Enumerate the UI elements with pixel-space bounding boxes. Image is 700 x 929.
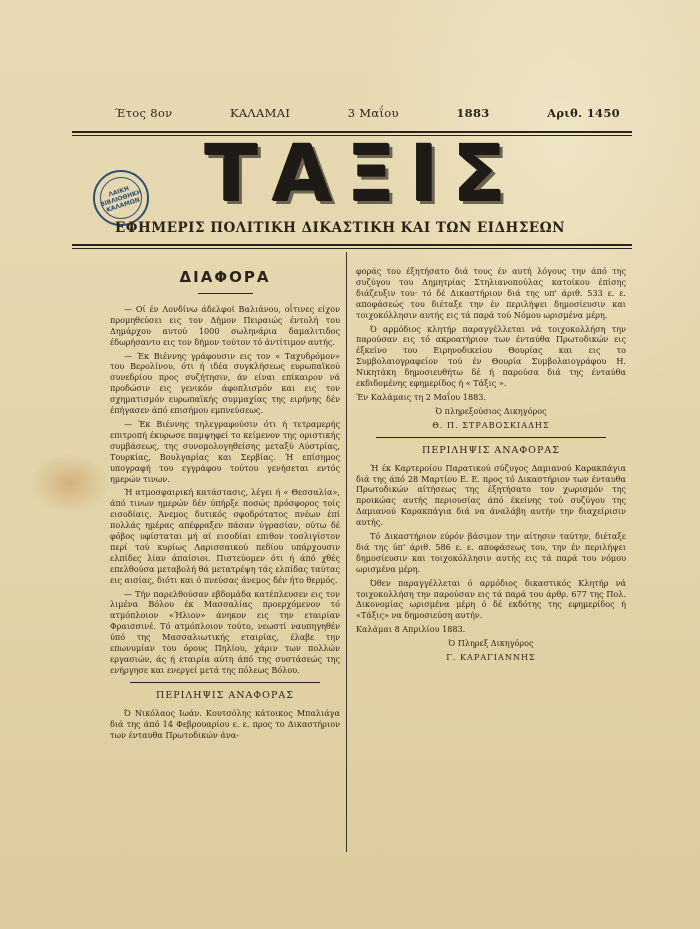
library-stamp — [93, 170, 149, 226]
article-paragraph: Ό Νικόλαος Ιωάν. Κουτσόλης κάτοικος Μπαλιάγα διά της άπό 14 Φεβρουαρίου ε. ε. προς το Δικαστήριον των ένταυθα Πρωτοδικών άνα- — [110, 707, 340, 740]
article-rule — [376, 437, 606, 438]
column-divider — [346, 252, 347, 852]
newspaper-title: ΤΑΞΙΣ — [205, 130, 521, 220]
article-paragraph: — Τήν παρελθούσαν εβδομάδα κατέπλευσεν εις τον λιμένα Βόλου έκ Μασσαλίας προερχόμενον τό ατμόπλοιον «Ήλιον» άνηκον εις την εταιρίαν Φραισσινέ. Τό ατμόπλοιον τούτο, νεωστί ναυπηγηθέν ύπό της Μασσαλιωτικής εταιρίας, έλαβε την επωνυμίαν του όρους Πηλίου, χάριν των πολλών εργασιών, άς ή εταιρία αύτη άπό της συστάσεώς της ενήργησε και ενεργεί μετά της πόλεως Βόλου. — [110, 588, 340, 675]
article-rule — [130, 682, 320, 683]
article-paragraph: Όθεν παραγγέλλεται ό αρμόδιος δικαστικός Κλητήρ νά τοιχοκολλήση την παρούσαν εις τά παρά του άρθρ. 677 της Πολ. Δικονομίας ωρισμένα μέρη ό δέ εκδότης της εφημερίδος ή «Τάξις» να δημοσιεύση αυτήν. — [356, 577, 626, 621]
article-paragraph: φοράς του έξητήσατο διά τους έν αυτή λόγους την άπό της συζύγου του Δημητρίας Στηλιανοπούλας κατοίκου έπίσης διάζευξιν του· τό δέ Δικαστήριον διά της υπ' άριθ. 533 ε. ε. αποφάσεώς του διέταξε την έν περιλήψει δημοσίευσιν και τοιχοκόλλησιν αυτής εις τά παρά τού Νόμου ωρισμένα μέρη. — [356, 266, 626, 320]
dateline: Καλάμαι 8 Απριλίου 1883. — [356, 624, 466, 635]
library-stamp-text: ΛΑΙΚΗ ΒΙΒΛΙΟΘΗΚΗ ΚΑΛΑΜΩΝ — [99, 184, 143, 214]
signature-name: Γ. ΚΑΡΑΓΙΑΝΝΗΣ — [446, 652, 536, 663]
dateline: Έν Καλάμαις τη 2 Μαΐου 1883. — [356, 391, 486, 402]
article-paragraph: — Έκ Βιέννης γράφουσιν εις τον « Ταχυδρόμον» του Βερολίνου, ότι ή ιδέα συγκλήσεως ευρωπαϊκού συνεδρίου προς συζήτησιν, άν είναι επίκαιρον νά προδώσιν εις γενικόν άφοπλισμόν και εις τον σχηματισμόν ευρωπαϊκής συμμαχίας της ειρήνης δέν έπήγασεν άπό επισήμου εμπνεύσεως. — [110, 350, 340, 416]
subtitle-rule-thin — [72, 248, 632, 249]
masthead-year-number: 1883 — [456, 106, 490, 120]
article-paragraph: — Έκ Βιέννης τηλεγραφούσιν ότι ή τετραμερής επιτροπή έκυρωσε παμψηφεί το κείμενον της οριστικής συμβάσεως, της συνομολογηθείσης μεταξύ Αύστρίας, Τουρκίας, Βουλγαρίας και Σερβίας. Ή επίσημος υπογραφή του εγγράφου τούτου γενήσεται εντός ημερών τινων. — [110, 418, 340, 484]
masthead-city: ΚΑΛΑΜΑΙ — [229, 106, 291, 120]
article-paragraph: Ό αρμόδιος κλητήρ παραγγέλλεται νά τοιχοκολλήση την παρούσαν εις τό ακροατήριον των ένταύθα Πρωτοδικών εις έξκείνο του Ειρηνοδικείου Θουρίας και εις το Συμβολαιογραφείον τού έν Θουρία Συμβολαιογράφου Η. Νικητάκη δημοσιευθήτω δέ ή παρούσα διά της ένταύθα εκδιδομένης εφημερίδος ή « Τάξις ». — [356, 323, 626, 389]
subhead-summary: ΠΕΡΙΛΗΨΙΣ ΑΝΑΦΟΡΑΣ — [156, 689, 294, 701]
section-rule — [198, 293, 253, 294]
signature-role: Ό Πληρεξ Δικηγόρος — [448, 638, 534, 649]
article-paragraph: Ή ατμοσφαιρική κατάστασις, λέγει ή « Θεσσαλία», άπό τινων ημερών δέν ύπήρξε ποσώς πρόσφορος τοίς εισοδίαις. Άνεμος δυτικός σφοδρότατος πνέων έπί πολλάς ημέρας απέφραξεν πάσαν ύγρασίαν, ούτω δέ φόβος υφίσταται μή αί εισοδίαι επιθον τοσλιγίστον περί τού κυρίως Λαρισσαικού πεδίου υπάρχουσιν ελπίδες λίαν άπαίσιοι. Πιστεύομεν ότι ή άπό χθές επελθούσα μεταβολή θά μετατρέψη τάς ελπίδας ταύτας εις αισίας, διότι και ό πνεύσας άνεμος δέν ήτο θερμός. — [110, 487, 340, 585]
masthead-line — [115, 106, 620, 120]
article-paragraph: Τό Δικαστήριον εύρόν βάσιμον την αίτησιν ταύτην, διέταξε διά της ύπ' άριθ. 586 ε. ε. αποφάσεως του, την έν περιλήψει δημοσίευσιν και τοιχοκόλλησιν αυτής εις τά παρά του νόμου ωρισμένα μέρη. — [356, 531, 626, 574]
article-paragraph: Ή έκ Καρτεροίου Παρατικού σύζυγος Δαμιανού Καρακπάγια διά της άπό 28 Μαρτίου Ε. Ε. προς τό Δικαστήριον των ένταυθα Πρωτοδικών αίτήσεως της έξητήσατο τον χωρισμόν της προικώας αυτής περιουσίας άπό έκείνης τού συζύγου της Δαμιανού Καρακπάγια διά να άναλάβη αυτήν την διαχείρισιν αυτής. — [356, 462, 626, 528]
article-paragraph: — Οί έν Λονδίνω άδελφοί Βαλιάνου, οΐτινες είχον προμηθεύσει εις τον Δήμον Πειραιώς έντολή του Δημάρχου αυτού 1000 σωληνάρια δαμαλιτιδος έδωρήσαντο εις τον δήμον τούτον τό άντίτιμον αυτής. — [110, 303, 340, 347]
signature-name: Θ. Π. ΣΤΡΑΒΟΣΚΙΑΔΗΣ — [432, 419, 550, 430]
subhead-summary: ΠΕΡΙΛΗΨΙΣ ΑΝΑΦΟΡΑΣ — [422, 444, 560, 456]
newspaper-subtitle: ΕΦΗΜΕΡΙΣ ΠΟΛΙΤΙΚΗ ΔΙΚΑΣΤΙΚΗ ΚΑΙ ΤΩΝ ΕΙΔΗΣΕΩΝ — [114, 220, 566, 236]
subtitle-rule — [72, 244, 632, 246]
masthead-issue: Αριθ. 1450 — [547, 106, 620, 120]
masthead-year: Έτος 8ον — [115, 106, 173, 120]
left-column — [110, 262, 340, 743]
section-title-diafora: ΔΙΑΦΟΡΑ — [179, 268, 271, 286]
masthead-date: 3 Μαΐου — [347, 106, 399, 120]
signature-role: Ό πληρεξούσιος Δικηγόρος — [435, 405, 547, 416]
right-column — [356, 266, 626, 666]
